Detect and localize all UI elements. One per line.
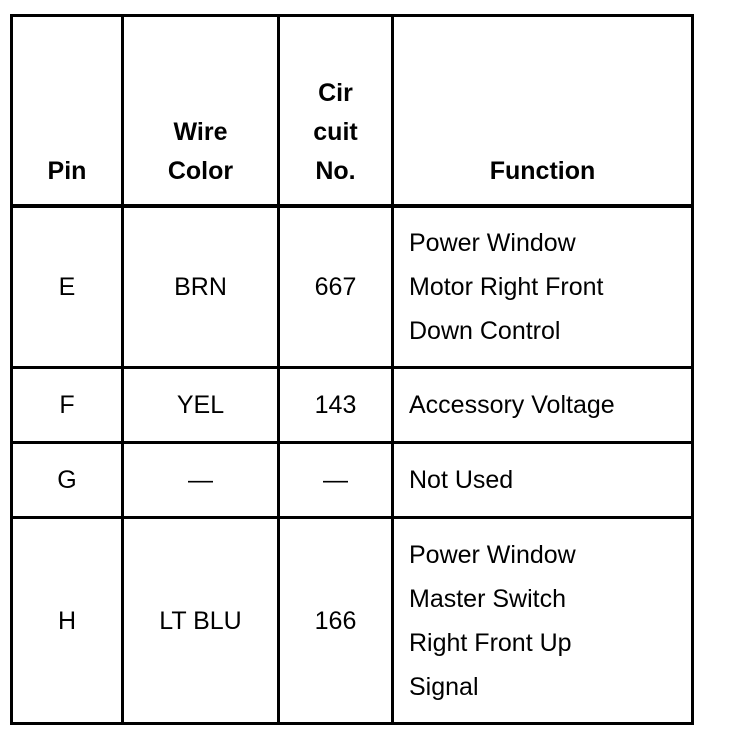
header-circuit-number <box>279 16 393 206</box>
function-line: Down Control <box>409 316 561 345</box>
header-function-label: Function <box>489 156 596 185</box>
header-wire-color-line-1: Wire <box>173 117 228 146</box>
function-line: Accessory Voltage <box>409 391 615 419</box>
pin-cell: H <box>12 518 123 724</box>
function-line: Master Switch <box>409 584 566 613</box>
function-line: Power Window <box>409 228 576 257</box>
connector-pin-table <box>10 14 694 725</box>
function-line: Right Front Up <box>409 628 572 657</box>
circuit-cell: 143 <box>279 368 393 443</box>
function-cell <box>393 368 693 443</box>
table-row <box>12 443 693 518</box>
pin-cell: E <box>12 206 123 368</box>
function-cell <box>393 206 693 368</box>
header-pin-label: Pin <box>47 156 87 185</box>
table-row <box>12 206 693 368</box>
wire-color-cell: YEL <box>123 368 279 443</box>
function-line: Motor Right Front <box>409 272 604 301</box>
header-function <box>393 16 693 206</box>
header-circuit-line-1: Cir <box>318 78 353 107</box>
function-cell <box>393 518 693 724</box>
header-circuit-line-3: No. <box>315 156 356 185</box>
circuit-cell: 667 <box>279 206 393 368</box>
header-row <box>12 16 693 206</box>
pin-cell: F <box>12 368 123 443</box>
circuit-cell: — <box>279 443 393 518</box>
wire-color-cell: LT BLU <box>123 518 279 724</box>
function-line: Power Window <box>409 540 576 569</box>
pin-cell: G <box>12 443 123 518</box>
function-line: Not Used <box>409 466 514 494</box>
header-pin <box>12 16 123 206</box>
header-circuit-line-2: cuit <box>313 117 358 146</box>
header-wire-color-line-2: Color <box>167 156 234 185</box>
function-cell <box>393 443 693 518</box>
table-row <box>12 368 693 443</box>
circuit-cell: 166 <box>279 518 393 724</box>
function-line: Signal <box>409 672 479 701</box>
wire-color-cell: BRN <box>123 206 279 368</box>
header-wire-color <box>123 16 279 206</box>
table-row <box>12 518 693 724</box>
wire-color-cell: — <box>123 443 279 518</box>
